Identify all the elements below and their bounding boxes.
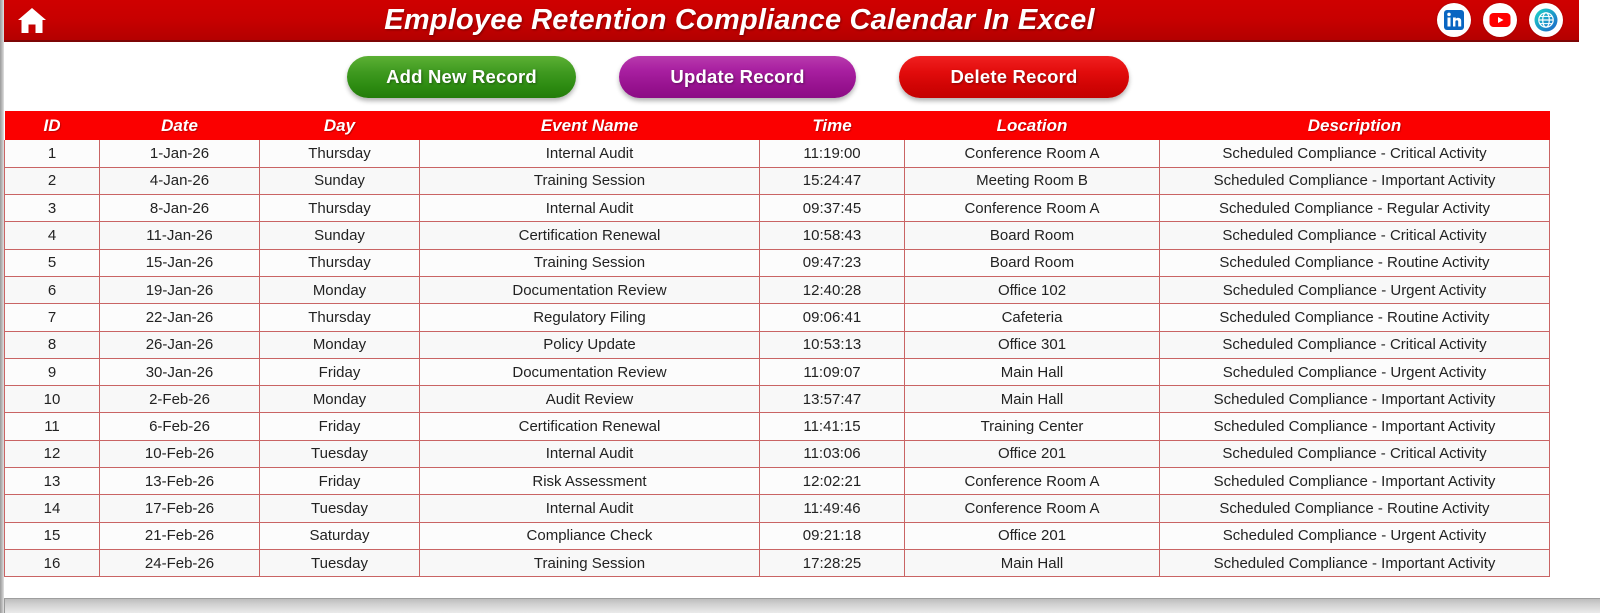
cell-location[interactable]: Cafeteria bbox=[905, 304, 1160, 331]
cell-time[interactable]: 12:40:28 bbox=[760, 276, 905, 303]
right-margin bbox=[1581, 0, 1600, 598]
cell-description[interactable]: Scheduled Compliance - Important Activity bbox=[1160, 386, 1550, 413]
cell-day[interactable]: Tuesday bbox=[260, 440, 420, 467]
cell-description[interactable]: Scheduled Compliance - Critical Activity bbox=[1160, 440, 1550, 467]
records-table bbox=[4, 111, 1581, 591]
cell-date[interactable]: 22-Jan-26 bbox=[100, 304, 260, 331]
cell-time[interactable]: 09:47:23 bbox=[760, 249, 905, 276]
cell-pad bbox=[1550, 358, 1582, 385]
cell-pad bbox=[1550, 386, 1582, 413]
cell-location[interactable]: Office 201 bbox=[905, 440, 1160, 467]
cell-id[interactable]: 3 bbox=[5, 195, 100, 222]
cell-description[interactable]: Scheduled Compliance - Routine Activity bbox=[1160, 249, 1550, 276]
cell-event-name[interactable]: Risk Assessment bbox=[420, 468, 760, 495]
records-table-container bbox=[4, 111, 1581, 596]
cell-id[interactable]: 5 bbox=[5, 249, 100, 276]
cell-date[interactable]: 26-Jan-26 bbox=[100, 331, 260, 358]
cell-time[interactable]: 13:57:47 bbox=[760, 386, 905, 413]
cell-time[interactable]: 10:53:13 bbox=[760, 331, 905, 358]
cell-id[interactable]: 11 bbox=[5, 413, 100, 440]
cell-time[interactable]: 11:41:15 bbox=[760, 413, 905, 440]
cell-time[interactable]: 11:49:46 bbox=[760, 495, 905, 522]
cell-day[interactable]: Sunday bbox=[260, 222, 420, 249]
cell-event-name[interactable]: Training Session bbox=[420, 549, 760, 576]
linkedin-icon[interactable] bbox=[1437, 3, 1471, 37]
cell-id[interactable]: 4 bbox=[5, 222, 100, 249]
cell-id[interactable]: 2 bbox=[5, 167, 100, 194]
home-icon[interactable] bbox=[12, 3, 52, 37]
cell-location[interactable]: Office 102 bbox=[905, 276, 1160, 303]
cell-event-name[interactable]: Certification Renewal bbox=[420, 222, 760, 249]
cell-location[interactable]: Office 201 bbox=[905, 522, 1160, 549]
table-blank-row bbox=[5, 577, 1582, 591]
cell-event-name[interactable]: Internal Audit bbox=[420, 195, 760, 222]
table-row[interactable] bbox=[5, 167, 1582, 194]
table-row[interactable] bbox=[5, 440, 1582, 467]
cell-time[interactable]: 11:09:07 bbox=[760, 358, 905, 385]
cell-time[interactable]: 09:06:41 bbox=[760, 304, 905, 331]
cell-date[interactable]: 21-Feb-26 bbox=[100, 522, 260, 549]
cell-id[interactable]: 13 bbox=[5, 468, 100, 495]
cell-day[interactable]: Friday bbox=[260, 468, 420, 495]
cell-date[interactable]: 17-Feb-26 bbox=[100, 495, 260, 522]
cell-time[interactable]: 10:58:43 bbox=[760, 222, 905, 249]
cell-event-name[interactable]: Audit Review bbox=[420, 386, 760, 413]
table-row[interactable] bbox=[5, 222, 1582, 249]
cell-description[interactable]: Scheduled Compliance - Regular Activity bbox=[1160, 195, 1550, 222]
youtube-icon[interactable] bbox=[1483, 3, 1517, 37]
cell-day[interactable]: Tuesday bbox=[260, 495, 420, 522]
cell-day[interactable]: Monday bbox=[260, 386, 420, 413]
column-header-description[interactable]: Description bbox=[1160, 111, 1550, 140]
cell-location[interactable]: Conference Room A bbox=[905, 495, 1160, 522]
cell-day[interactable]: Thursday bbox=[260, 140, 420, 167]
column-header-pad bbox=[1550, 111, 1582, 140]
cell-location[interactable]: Office 301 bbox=[905, 331, 1160, 358]
column-header-date[interactable]: Date bbox=[100, 111, 260, 140]
cell-blank bbox=[100, 577, 260, 591]
cell-location[interactable]: Training Center bbox=[905, 413, 1160, 440]
cell-location[interactable]: Conference Room A bbox=[905, 468, 1160, 495]
cell-description[interactable]: Scheduled Compliance - Urgent Activity bbox=[1160, 276, 1550, 303]
cell-event-name[interactable]: Certification Renewal bbox=[420, 413, 760, 440]
cell-event-name[interactable]: Internal Audit bbox=[420, 440, 760, 467]
cell-id[interactable]: 6 bbox=[5, 276, 100, 303]
table-row[interactable] bbox=[5, 495, 1582, 522]
cell-time[interactable]: 12:02:21 bbox=[760, 468, 905, 495]
table-row[interactable] bbox=[5, 386, 1582, 413]
cell-pad bbox=[1550, 413, 1582, 440]
cell-description[interactable]: Scheduled Compliance - Important Activity bbox=[1160, 167, 1550, 194]
cell-pad bbox=[1550, 440, 1582, 467]
cell-event-name[interactable]: Documentation Review bbox=[420, 358, 760, 385]
cell-day[interactable]: Sunday bbox=[260, 167, 420, 194]
cell-pad bbox=[1550, 304, 1582, 331]
cell-event-name[interactable]: Policy Update bbox=[420, 331, 760, 358]
cell-blank bbox=[760, 577, 905, 591]
cell-pad bbox=[1550, 495, 1582, 522]
cell-description[interactable]: Scheduled Compliance - Urgent Activity bbox=[1160, 522, 1550, 549]
cell-pad bbox=[1550, 549, 1582, 576]
cell-day[interactable]: Monday bbox=[260, 276, 420, 303]
cell-date[interactable]: 6-Feb-26 bbox=[100, 413, 260, 440]
column-header-event-name[interactable]: Event Name bbox=[420, 111, 760, 140]
table-body bbox=[5, 140, 1582, 591]
table-row[interactable] bbox=[5, 468, 1582, 495]
cell-id[interactable]: 15 bbox=[5, 522, 100, 549]
cell-description[interactable]: Scheduled Compliance - Routine Activity bbox=[1160, 495, 1550, 522]
cell-event-name[interactable]: Internal Audit bbox=[420, 140, 760, 167]
cell-description[interactable]: Scheduled Compliance - Important Activity bbox=[1160, 468, 1550, 495]
cell-pad bbox=[1550, 222, 1582, 249]
cell-blank bbox=[5, 577, 100, 591]
column-header-location[interactable]: Location bbox=[905, 111, 1160, 140]
cell-description[interactable]: Scheduled Compliance - Critical Activity bbox=[1160, 331, 1550, 358]
update-record-button[interactable]: Update Record bbox=[619, 56, 856, 98]
cell-pad bbox=[1550, 140, 1582, 167]
cell-id[interactable]: 1 bbox=[5, 140, 100, 167]
table-row[interactable] bbox=[5, 195, 1582, 222]
cell-date[interactable]: 19-Jan-26 bbox=[100, 276, 260, 303]
cell-blank bbox=[420, 577, 760, 591]
delete-record-button[interactable]: Delete Record bbox=[899, 56, 1129, 98]
cell-event-name[interactable]: Training Session bbox=[420, 167, 760, 194]
cell-time[interactable]: 15:24:47 bbox=[760, 167, 905, 194]
cell-date[interactable]: 11-Jan-26 bbox=[100, 222, 260, 249]
cell-event-name[interactable]: Documentation Review bbox=[420, 276, 760, 303]
table-row[interactable] bbox=[5, 140, 1582, 167]
table-row[interactable] bbox=[5, 304, 1582, 331]
left-gutter-strip bbox=[0, 0, 4, 613]
cell-pad bbox=[1550, 195, 1582, 222]
cell-date[interactable]: 30-Jan-26 bbox=[100, 358, 260, 385]
cell-date[interactable]: 10-Feb-26 bbox=[100, 440, 260, 467]
cell-pad bbox=[1550, 167, 1582, 194]
cell-time[interactable]: 09:37:45 bbox=[760, 195, 905, 222]
cell-pad bbox=[1550, 249, 1582, 276]
cell-day[interactable]: Thursday bbox=[260, 249, 420, 276]
cell-blank bbox=[260, 577, 420, 591]
cell-pad bbox=[1550, 468, 1582, 495]
cell-blank bbox=[905, 577, 1160, 591]
cell-time[interactable]: 17:28:25 bbox=[760, 549, 905, 576]
cell-id[interactable]: 16 bbox=[5, 549, 100, 576]
column-header-day[interactable]: Day bbox=[260, 111, 420, 140]
table-row[interactable] bbox=[5, 413, 1582, 440]
cell-date[interactable]: 8-Jan-26 bbox=[100, 195, 260, 222]
cell-day[interactable]: Thursday bbox=[260, 304, 420, 331]
cell-description[interactable]: Scheduled Compliance - Important Activity bbox=[1160, 413, 1550, 440]
cell-date[interactable]: 13-Feb-26 bbox=[100, 468, 260, 495]
cell-description[interactable]: Scheduled Compliance - Routine Activity bbox=[1160, 304, 1550, 331]
cell-event-name[interactable]: Regulatory Filing bbox=[420, 304, 760, 331]
cell-description[interactable]: Scheduled Compliance - Urgent Activity bbox=[1160, 358, 1550, 385]
action-button-toolbar bbox=[4, 42, 1579, 111]
cell-pad bbox=[1550, 522, 1582, 549]
cell-location[interactable]: Board Room bbox=[905, 222, 1160, 249]
table-header-row bbox=[5, 111, 1582, 140]
cell-date[interactable]: 2-Feb-26 bbox=[100, 386, 260, 413]
table-row[interactable] bbox=[5, 249, 1582, 276]
cell-location[interactable]: Conference Room A bbox=[905, 140, 1160, 167]
cell-pad bbox=[1550, 331, 1582, 358]
cell-blank bbox=[1160, 577, 1550, 591]
cell-time[interactable]: 11:19:00 bbox=[760, 140, 905, 167]
cell-id[interactable]: 12 bbox=[5, 440, 100, 467]
app-header bbox=[4, 0, 1579, 42]
cell-blank bbox=[1550, 577, 1582, 591]
cell-id[interactable]: 9 bbox=[5, 358, 100, 385]
cell-id[interactable]: 14 bbox=[5, 495, 100, 522]
cell-description[interactable]: Scheduled Compliance - Critical Activity bbox=[1160, 140, 1550, 167]
column-header-id[interactable]: ID bbox=[5, 111, 100, 140]
table-row[interactable] bbox=[5, 331, 1582, 358]
cell-date[interactable]: 1-Jan-26 bbox=[100, 140, 260, 167]
cell-day[interactable]: Monday bbox=[260, 331, 420, 358]
cell-day[interactable]: Friday bbox=[260, 358, 420, 385]
cell-date[interactable]: 15-Jan-26 bbox=[100, 249, 260, 276]
cell-pad bbox=[1550, 276, 1582, 303]
cell-day[interactable]: Friday bbox=[260, 413, 420, 440]
table-row[interactable] bbox=[5, 549, 1582, 576]
add-new-record-button[interactable]: Add New Record bbox=[347, 56, 576, 98]
cell-day[interactable]: Saturday bbox=[260, 522, 420, 549]
cell-location[interactable]: Main Hall bbox=[905, 358, 1160, 385]
table-row[interactable] bbox=[5, 522, 1582, 549]
cell-id[interactable]: 10 bbox=[5, 386, 100, 413]
bottom-status-bar bbox=[0, 598, 1600, 613]
cell-date[interactable]: 24-Feb-26 bbox=[100, 549, 260, 576]
cell-location[interactable]: Meeting Room B bbox=[905, 167, 1160, 194]
cell-location[interactable]: Main Hall bbox=[905, 386, 1160, 413]
column-header-time[interactable]: Time bbox=[760, 111, 905, 140]
page-title: Employee Retention Compliance Calendar In Excel bbox=[384, 3, 1095, 36]
table-row[interactable] bbox=[5, 358, 1582, 385]
cell-event-name[interactable]: Training Session bbox=[420, 249, 760, 276]
cell-description[interactable]: Scheduled Compliance - Critical Activity bbox=[1160, 222, 1550, 249]
cell-id[interactable]: 8 bbox=[5, 331, 100, 358]
cell-event-name[interactable]: Internal Audit bbox=[420, 495, 760, 522]
cell-location[interactable]: Main Hall bbox=[905, 549, 1160, 576]
cell-location[interactable]: Conference Room A bbox=[905, 195, 1160, 222]
table-row[interactable] bbox=[5, 276, 1582, 303]
cell-id[interactable]: 7 bbox=[5, 304, 100, 331]
cell-date[interactable]: 4-Jan-26 bbox=[100, 167, 260, 194]
cell-day[interactable]: Thursday bbox=[260, 195, 420, 222]
social-links-group bbox=[1437, 3, 1563, 37]
cell-time[interactable]: 11:03:06 bbox=[760, 440, 905, 467]
cell-event-name[interactable]: Compliance Check bbox=[420, 522, 760, 549]
table-header bbox=[5, 111, 1582, 140]
cell-day[interactable]: Tuesday bbox=[260, 549, 420, 576]
cell-time[interactable]: 09:21:18 bbox=[760, 522, 905, 549]
cell-location[interactable]: Board Room bbox=[905, 249, 1160, 276]
cell-description[interactable]: Scheduled Compliance - Important Activity bbox=[1160, 549, 1550, 576]
website-globe-icon[interactable] bbox=[1529, 3, 1563, 37]
